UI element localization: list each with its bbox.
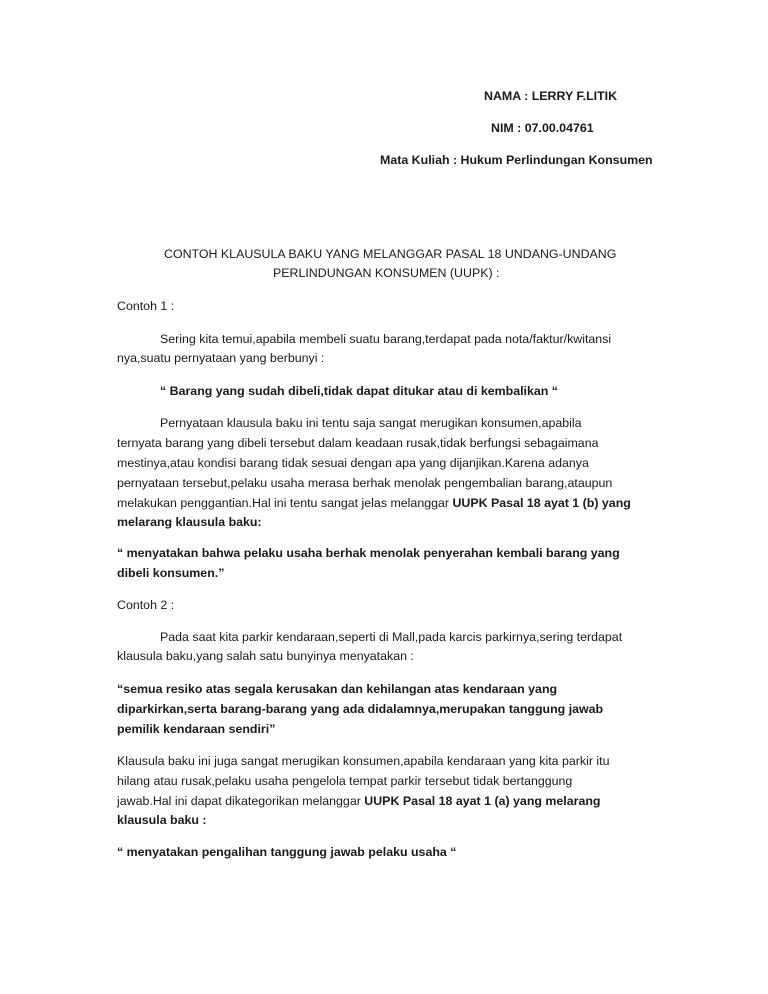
example-2-body: Klausula baku ini juga sangat merugikan konsumen,apabila kendaraan yang kita parkir itu xyxy=(117,754,610,768)
example-1-body: ternyata barang yang dibeli tersebut dalam keadaan rusak,tidak berfungsi sebagaimana xyxy=(117,436,599,450)
example-2-law-ref: klausula baku : xyxy=(117,813,207,827)
example-1-body: Pernyataan klausula baku ini tentu saja sangat merugikan konsumen,apabila xyxy=(160,416,582,430)
example-2-quote: “semua resiko atas segala kerusakan dan kehilangan atas kendaraan yang xyxy=(117,682,558,696)
example-2-body-text: jawab.Hal ini dapat dikategorikan melanggar xyxy=(117,794,365,808)
example-1-body: pernyataan tersebut,pelaku usaha merasa berhak menolak pengembalian barang,ataupun xyxy=(117,476,613,490)
example-2-quote: pemilik kendaraan sendiri” xyxy=(117,722,276,736)
example-1-intro: Sering kita temui,apabila membeli suatu barang,terdapat pada nota/faktur/kwitansi xyxy=(160,332,612,346)
example-1-heading: Contoh 1 : xyxy=(117,299,175,313)
example-1-body: mestinya,atau kondisi barang tidak sesuai dengan apa yang dijanjikan.Karena adanya xyxy=(117,456,589,470)
student-id: NIM : 07.00.04761 xyxy=(491,121,594,135)
example-1-body xyxy=(117,495,631,511)
example-2-quote: diparkirkan,serta barang-barang yang ada didalamnya,merupakan tanggung jawab xyxy=(117,702,604,716)
example-1-rule: dibeli konsumen.” xyxy=(117,566,225,580)
example-1-law-ref: UUPK Pasal 18 ayat 1 (b) yang xyxy=(452,496,631,510)
example-2-intro: Pada saat kita parkir kendaraan,seperti di Mall,pada karcis parkirnya,sering terdapat xyxy=(160,630,623,644)
document-title-line1: CONTOH KLAUSULA BAKU YANG MELANGGAR PASAL 18 UNDANG-UNDANG xyxy=(164,247,617,261)
example-1-quote: “ Barang yang sudah dibeli,tidak dapat ditukar atau di kembalikan “ xyxy=(160,384,558,398)
example-2-heading: Contoh 2 : xyxy=(117,598,175,612)
example-2-body xyxy=(117,793,601,809)
example-2-intro: klausula baku,yang salah satu bunyinya menyatakan : xyxy=(117,649,414,663)
example-1-law-ref: melarang klausula baku: xyxy=(117,515,262,529)
example-1-rule: “ menyatakan bahwa pelaku usaha berhak menolak penyerahan kembali barang yang xyxy=(117,546,620,560)
example-2-rule: “ menyatakan pengalihan tanggung jawab pelaku usaha “ xyxy=(117,845,457,859)
example-2-law-ref: UUPK Pasal 18 ayat 1 (a) yang melarang xyxy=(364,794,601,808)
author-name: NAMA : LERRY F.LITIK xyxy=(484,89,618,103)
example-1-body-text: melakukan penggantian.Hal ini tentu sangat jelas melanggar xyxy=(117,496,453,510)
course-name: Mata Kuliah : Hukum Perlindungan Konsumen xyxy=(380,153,653,167)
example-2-body: hilang atau rusak,pelaku usaha pengelola tempat parkir tersebut tidak bertanggung xyxy=(117,774,573,788)
document-title-line2: PERLINDUNGAN KONSUMEN (UUPK) : xyxy=(273,266,500,280)
example-1-intro: nya,suatu pernyataan yang berbunyi : xyxy=(117,351,325,365)
